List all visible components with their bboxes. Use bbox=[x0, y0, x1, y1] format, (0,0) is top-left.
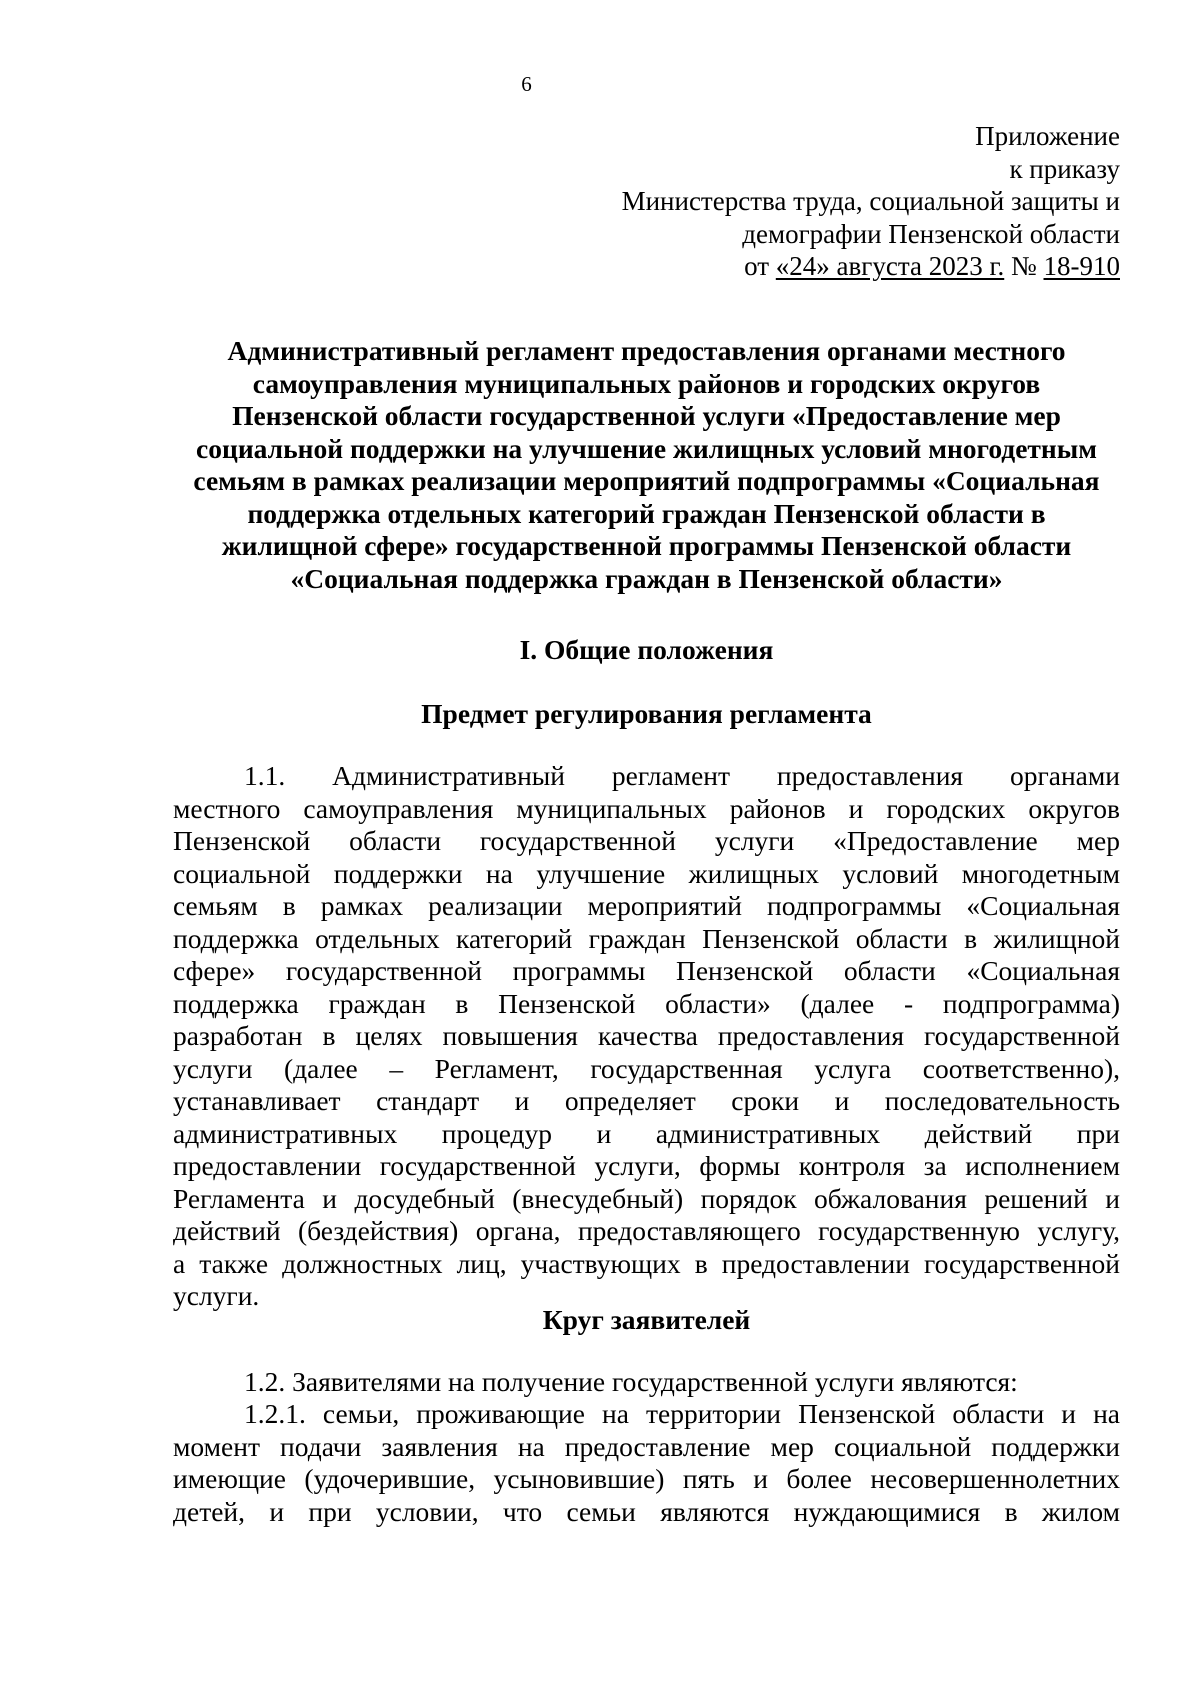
appendix-line-4: демографии Пензенской области bbox=[742, 218, 1120, 249]
paragraph-line: семьям в рамках реализации мероприятий подпрограммы «Социальная bbox=[173, 890, 1120, 921]
paragraph-line: 1.1. Административный регламент предоставления органами bbox=[244, 760, 1120, 791]
title-line: семьям в рамках реализации мероприятий подпрограммы «Социальная bbox=[193, 465, 1100, 496]
paragraph-line: 1.2. Заявителями на получение государственной услуги являются: bbox=[244, 1366, 1018, 1397]
appendix-number-prefix: № bbox=[1004, 251, 1044, 281]
title-line: «Социальная поддержка граждан в Пензенской области» bbox=[290, 562, 1003, 594]
title-line: Пензенской области государственной услуги «Предоставление мер bbox=[232, 400, 1061, 431]
paragraph-line: местного самоуправления муниципальных районов и городских округов bbox=[173, 792, 1120, 824]
subheading-regulation-subject: Предмет регулирования регламента bbox=[421, 698, 872, 729]
paragraph-line: поддержка граждан в Пензенской области» (далее - подпрограмма) bbox=[173, 987, 1120, 1019]
paragraph-line: услуги (далее – Регламент, государственная услуга соответственно), bbox=[173, 1052, 1120, 1084]
paragraph-1-2-1 bbox=[173, 1398, 1120, 1528]
appendix-header bbox=[622, 120, 1120, 283]
title-line: социальной поддержки на улучшение жилищных условий многодетным bbox=[196, 432, 1097, 464]
paragraph-line: Регламента и досудебный (внесудебный) порядок обжалования решений и bbox=[173, 1182, 1120, 1214]
paragraph-line: предоставлении государственной услуги, формы контроля за исполнением bbox=[173, 1150, 1120, 1181]
paragraph-line: услуги. bbox=[173, 1280, 260, 1311]
title-line: Административный регламент предоставления органами местного bbox=[227, 335, 1066, 366]
appendix-line-2: к приказу bbox=[1009, 153, 1120, 184]
paragraph-line: момент подачи заявления на предоставление мер социальной поддержки bbox=[173, 1430, 1120, 1462]
appendix-line-1: Приложение bbox=[975, 121, 1120, 151]
paragraph-line: действий (бездействия) органа, предоставляющего государственную услугу, bbox=[173, 1215, 1120, 1246]
paragraph-line: детей, и при условии, что семьи являются нуждающимися в жилом bbox=[173, 1495, 1120, 1527]
appendix-line-3: Министерства труда, социальной защиты и bbox=[621, 186, 1120, 216]
paragraph-1-1 bbox=[173, 760, 1120, 1313]
paragraph-line: социальной поддержки на улучшение жилищных условий многодетным bbox=[173, 857, 1120, 889]
paragraph-line: а также должностных лиц, участвующих в предоставлении государственной bbox=[173, 1247, 1120, 1279]
paragraph-line: Пензенской области государственной услуги «Предоставление мер bbox=[173, 825, 1120, 856]
title-line: поддержка отдельных категорий граждан Пензенской области в bbox=[247, 497, 1046, 529]
paragraph-line: поддержка отдельных категорий граждан Пензенской области в жилищной bbox=[173, 922, 1120, 954]
document-title bbox=[173, 335, 1120, 595]
title-line: самоуправления муниципальных районов и городских округов bbox=[252, 367, 1041, 399]
appendix-date-prefix: от bbox=[744, 251, 776, 281]
appendix-number: 18-910 bbox=[1043, 251, 1120, 281]
page-number: 6 bbox=[521, 72, 532, 96]
paragraph-line: 1.2.1. семьи, проживающие на территории Пензенской области и на bbox=[244, 1398, 1120, 1429]
section-heading-general: I. Общие положения bbox=[519, 634, 774, 665]
paragraph-line: разработан в целях повышения качества предоставления государственной bbox=[173, 1020, 1120, 1051]
paragraph-line: устанавливает стандарт и определяет сроки и последовательность bbox=[173, 1085, 1120, 1116]
appendix-date: «24» августа 2023 г. bbox=[775, 251, 1005, 281]
paragraph-line: административных процедур и административных действий при bbox=[173, 1117, 1120, 1149]
title-line: жилищной сфере» государственной программы Пензенской области bbox=[221, 530, 1072, 561]
paragraph-1-2 bbox=[173, 1366, 1120, 1399]
paragraph-line: сфере» государственной программы Пензенской области «Социальная bbox=[173, 955, 1120, 986]
subheading-applicants: Круг заявителей bbox=[542, 1304, 751, 1335]
paragraph-line: имеющие (удочерившие, усыновившие) пять и более несовершеннолетних bbox=[173, 1463, 1120, 1494]
appendix-date-line bbox=[622, 250, 1120, 283]
